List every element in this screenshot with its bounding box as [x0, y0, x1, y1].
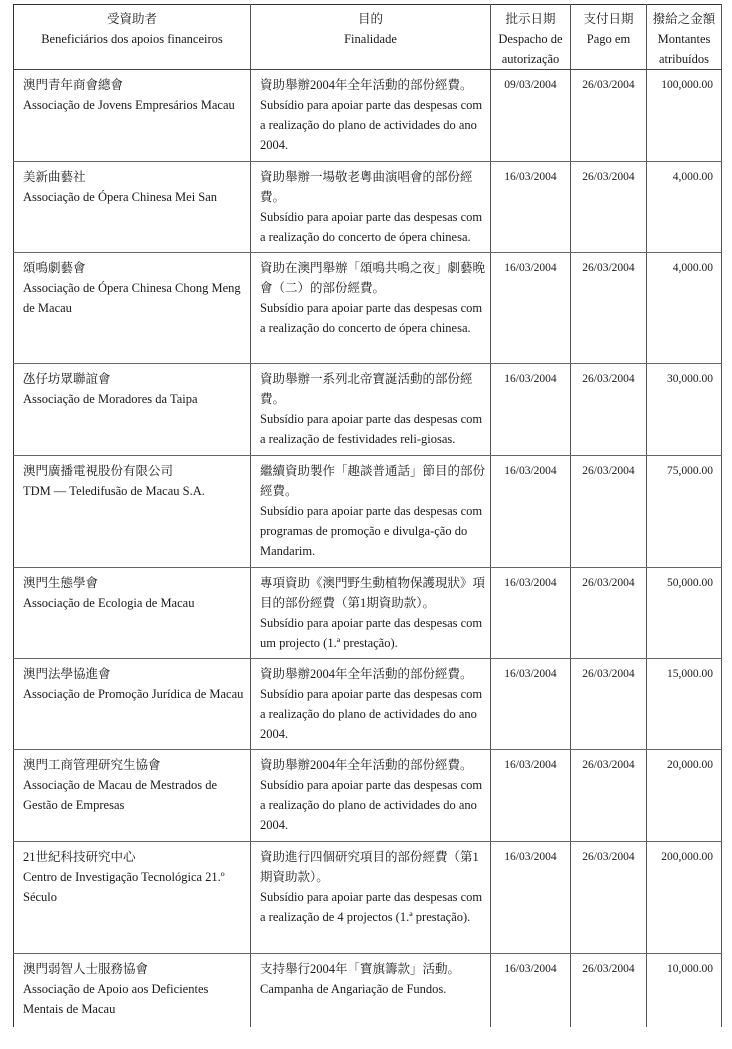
purpose-cell [251, 568, 491, 659]
header-authorization-pt: Despacho de autorização [498, 32, 563, 66]
purpose-zh: 資助進行四個研究項目的部份經費（第1期資助款）。 [260, 850, 479, 884]
table-row [14, 456, 722, 568]
purpose-pt: Subsídio para apoiar parte das despesas com a realização de festividades reli-giosas. [260, 412, 483, 446]
amount: 4,000.00 [647, 253, 722, 364]
table-row [14, 364, 722, 456]
authorization-date: 16/03/2004 [491, 456, 571, 568]
purpose-pt: Campanha de Angariação de Fundos. [260, 982, 447, 996]
beneficiary-cell [14, 253, 251, 364]
payment-date: 26/03/2004 [571, 750, 647, 842]
header-amount [647, 5, 722, 70]
payment-date: 26/03/2004 [571, 364, 647, 456]
header-purpose [251, 5, 491, 70]
beneficiary-cell [14, 364, 251, 456]
purpose-zh: 資助舉辦2004年全年活動的部份經費。 [260, 758, 473, 772]
purpose-cell [251, 456, 491, 568]
authorization-date: 16/03/2004 [491, 253, 571, 364]
beneficiary-name-zh: 美新曲藝社 [23, 170, 86, 184]
amount: 200,000.00 [647, 842, 722, 954]
header-payment [571, 5, 647, 70]
beneficiary-name-pt: Associação de Jovens Empresários Macau [23, 98, 235, 112]
payment-date: 26/03/2004 [571, 70, 647, 162]
payment-date: 26/03/2004 [571, 456, 647, 568]
purpose-pt: Subsídio para apoiar parte das despesas com a realização de 4 projectos (1.ª prestação). [260, 890, 483, 924]
table-row [14, 568, 722, 659]
amount: 10,000.00 [647, 954, 722, 1027]
table-row [14, 750, 722, 842]
beneficiary-name-pt: TDM — Teledifusão de Macau S.A. [23, 484, 205, 498]
header-beneficiary [14, 5, 251, 70]
table-header [14, 5, 722, 70]
header-payment-zh: 支付日期 [583, 12, 634, 26]
purpose-zh: 資助舉辦一場敬老粵曲演唱會的部份經費。 [260, 170, 473, 204]
authorization-date: 16/03/2004 [491, 162, 571, 253]
beneficiary-name-pt: Associação de Moradores da Taipa [23, 392, 198, 406]
purpose-zh: 支持舉行2004年「寶旗籌款」活動。 [260, 962, 461, 976]
amount: 100,000.00 [647, 70, 722, 162]
purpose-cell [251, 364, 491, 456]
beneficiary-name-pt: Associação de Promoção Jurídica de Macau [23, 687, 244, 701]
purpose-zh: 資助在澳門舉辦「頌鳴共鳴之夜」劇藝晚會（二）的部份經費。 [260, 261, 486, 295]
table-row [14, 70, 722, 162]
table-row [14, 954, 722, 1027]
beneficiary-cell [14, 70, 251, 162]
beneficiary-cell [14, 750, 251, 842]
payment-date: 26/03/2004 [571, 568, 647, 659]
authorization-date: 16/03/2004 [491, 364, 571, 456]
amount: 4,000.00 [647, 162, 722, 253]
beneficiary-name-zh: 澳門青年商會總會 [23, 78, 124, 92]
beneficiary-name-pt: Associação de Ecologia de Macau [23, 596, 195, 610]
purpose-pt: Subsídio para apoiar parte das despesas com programas de promoção e divulga-ção do Mandarim. [260, 504, 483, 558]
subsidies-table [13, 4, 722, 1027]
payment-date: 26/03/2004 [571, 659, 647, 750]
header-authorization [491, 5, 571, 70]
payment-date: 26/03/2004 [571, 842, 647, 954]
authorization-date: 16/03/2004 [491, 659, 571, 750]
beneficiary-cell [14, 456, 251, 568]
header-beneficiary-pt: Beneficiários dos apoios financeiros [41, 32, 223, 46]
amount: 30,000.00 [647, 364, 722, 456]
header-payment-pt: Pago em [586, 32, 631, 46]
purpose-pt: Subsídio para apoiar parte das despesas com a realização do concerto de ópera chinesa. [260, 301, 483, 335]
header-purpose-zh: 目的 [357, 12, 383, 26]
authorization-date: 16/03/2004 [491, 750, 571, 842]
beneficiary-name-zh: 澳門生態學會 [23, 576, 99, 590]
header-authorization-zh: 批示日期 [505, 12, 556, 26]
payment-date: 26/03/2004 [571, 954, 647, 1027]
header-amount-zh: 撥給之金額 [652, 12, 716, 26]
beneficiary-name-pt: Associação de Ópera Chinesa Mei San [23, 190, 218, 204]
beneficiary-name-zh: 澳門廣播電視股份有限公司 [23, 464, 174, 478]
purpose-pt: Subsídio para apoiar parte das despesas com a realização do plano de actividades do ano 2004. [260, 687, 483, 741]
beneficiary-name-pt: Associação de Apoio aos Deficientes Mentais de Macau [23, 982, 209, 1016]
purpose-zh: 繼續資助製作「趣談普通話」節目的部份經費。 [260, 464, 486, 498]
beneficiary-name-pt: Associação de Macau de Mestrados de Gestão de Empresas [23, 778, 218, 812]
purpose-cell [251, 659, 491, 750]
payment-date: 26/03/2004 [571, 253, 647, 364]
purpose-zh: 資助舉辦一系列北帝寶誕活動的部份經費。 [260, 372, 473, 406]
purpose-cell [251, 750, 491, 842]
purpose-pt: Subsídio para apoiar parte das despesas com a realização do concerto de ópera chinesa. [260, 210, 483, 244]
beneficiary-cell [14, 162, 251, 253]
amount: 50,000.00 [647, 568, 722, 659]
authorization-date: 16/03/2004 [491, 568, 571, 659]
amount: 15,000.00 [647, 659, 722, 750]
beneficiary-name-zh: 澳門法學協進會 [23, 667, 111, 681]
amount: 20,000.00 [647, 750, 722, 842]
beneficiary-cell [14, 842, 251, 954]
purpose-cell [251, 162, 491, 253]
purpose-pt: Subsídio para apoiar parte das despesas com um projecto (1.ª prestação). [260, 616, 483, 650]
authorization-date: 09/03/2004 [491, 70, 571, 162]
purpose-cell [251, 842, 491, 954]
authorization-date: 16/03/2004 [491, 842, 571, 954]
header-purpose-pt: Finalidade [344, 32, 397, 46]
beneficiary-name-pt: Centro de Investigação Tecnológica 21.º Século [23, 870, 225, 904]
header-amount-pt: Montantes atribuídos [657, 32, 711, 66]
header-beneficiary-zh: 受資助者 [106, 12, 157, 26]
beneficiary-cell [14, 568, 251, 659]
table-row [14, 162, 722, 253]
purpose-zh: 專項資助《澳門野生動植物保護現狀》項目的部份經費（第1期資助款）。 [260, 576, 486, 610]
beneficiary-name-zh: 頌鳴劇藝會 [23, 261, 86, 275]
beneficiary-name-zh: 21世紀科技研究中心 [23, 850, 136, 864]
beneficiary-cell [14, 659, 251, 750]
purpose-cell [251, 954, 491, 1027]
beneficiary-name-zh: 澳門弱智人士服務協會 [23, 962, 149, 976]
purpose-zh: 資助舉辦2004年全年活動的部份經費。 [260, 667, 473, 681]
purpose-pt: Subsídio para apoiar parte das despesas com a realização do plano de actividades do ano 2004. [260, 98, 483, 152]
payment-date: 26/03/2004 [571, 162, 647, 253]
amount: 75,000.00 [647, 456, 722, 568]
beneficiary-cell [14, 954, 251, 1027]
table-row [14, 253, 722, 364]
beneficiary-name-zh: 澳門工商管理研究生協會 [23, 758, 161, 772]
purpose-cell [251, 253, 491, 364]
beneficiary-name-zh: 氹仔坊眾聯誼會 [23, 372, 111, 386]
purpose-cell [251, 70, 491, 162]
beneficiary-name-pt: Associação de Ópera Chinesa Chong Meng de Macau [23, 281, 241, 315]
table-row [14, 659, 722, 750]
table-row [14, 842, 722, 954]
purpose-zh: 資助舉辦2004年全年活動的部份經費。 [260, 78, 473, 92]
purpose-pt: Subsídio para apoiar parte das despesas com a realização do plano de actividades do ano 2004. [260, 778, 483, 832]
authorization-date: 16/03/2004 [491, 954, 571, 1027]
